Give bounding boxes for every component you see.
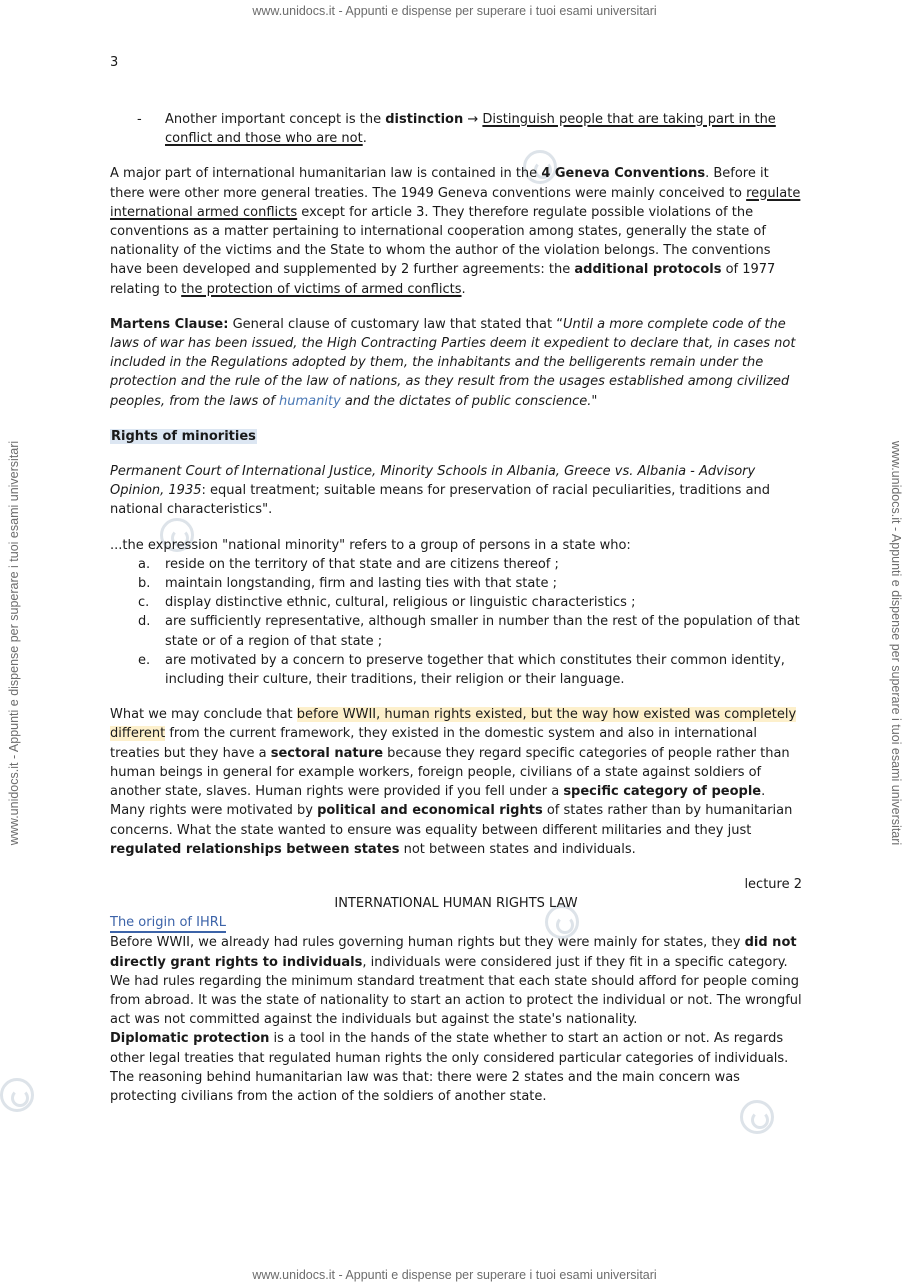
minority-criteria-list <box>110 555 802 689</box>
bold-term: did not directly grant rights to individuals <box>110 935 797 970</box>
text-run: Another important concept is the <box>165 112 386 127</box>
text-run: What we may conclude that <box>110 707 297 723</box>
bold-term: political and economical rights <box>317 803 543 819</box>
bold-term: regulated relationships between states <box>110 841 400 857</box>
text-run: not between states and individuals. <box>399 841 636 857</box>
watermark-top: www.unidocs.it - Appunti e dispense per superare i tuoi esami universitari <box>252 4 657 18</box>
list-item-text: maintain longstanding, firm and lasting ties with that state ; <box>165 576 557 592</box>
list-item-text: display distinctive ethnic, cultural, religious or linguistic characteristics ; <box>165 595 636 611</box>
text-run: : equal treatment; suitable means for preservation of racial peculiarities, traditions and national characteristics". <box>110 483 771 518</box>
underlined-text: regulate international armed conflicts <box>110 185 801 220</box>
bullet-text <box>165 110 802 148</box>
text-run: . Many rights were motivated by <box>110 784 766 819</box>
text-run: is a tool in the hands of the state whether to start an action or not. As regards other legal treaties that regulated human rights the only considered particular categories of individuals. The reasoning behind humanitarian law was that: there were 2 states and the main concern was protecting civilians from the action of the soldiers of another state. <box>110 1031 789 1104</box>
italic-quote: and the dictates of public conscience. <box>340 393 592 409</box>
section-heading: Rights of minorities <box>111 428 256 444</box>
bold-term: 4 Geneva Conventions <box>541 166 706 182</box>
geneva-paragraph <box>110 164 802 298</box>
unidocs-logo-icon <box>0 1078 34 1112</box>
watermark-bottom: www.unidocs.it - Appunti e dispense per superare i tuoi esami universitari <box>252 1268 657 1282</box>
list-item <box>110 612 802 650</box>
bold-term: additional protocols <box>574 262 722 278</box>
minorities-heading-line <box>110 427 802 446</box>
watermark-left: www.unidocs.it - Appunti e dispense per superare i tuoi esami universitari <box>7 440 21 846</box>
bold-term: distinction <box>385 112 464 127</box>
list-item-text: reside on the territory of that state and are citizens thereof ; <box>165 556 559 572</box>
text-run: of states rather than by humanitarian concerns. What the state wanted to ensure was equality between different militaries and they just <box>110 803 793 838</box>
list-marker: a. <box>138 556 151 572</box>
text-run: , individuals were considered just if they fit in a specific category. We had rules regarding the minimum standard treatment that each state should afford for people coming from abroad. It was the state of nationality to start an action to protect the individual or not. The wrongful act was not committed against the individuals but against the state's nationality. <box>110 954 802 1028</box>
lecture-label: lecture 2 <box>744 876 802 892</box>
conclusion-paragraph <box>110 705 802 859</box>
text-run: . Before it there were other more general treaties. The 1949 Geneva conventions were mainly conceived to <box>110 166 769 201</box>
text-run: of 1977 relating to <box>110 262 776 297</box>
list-item-text: are sufficiently representative, although smaller in number than the rest of the population of that state or of a region of that state ; <box>165 614 800 649</box>
italic-quote: Until a more complete code of the laws of war has been issued, the High Contracting Parties deem it expedient to declare that, in cases not included in the Regulations adopted by them, the inhabitants and the belligerents remain under the protection and the rule of the law of nations, as they result from the usages established among civilized peoples, from the laws of <box>110 316 796 409</box>
list-marker: c. <box>138 595 150 611</box>
bold-term: sectoral nature <box>270 745 384 761</box>
list-item <box>110 555 802 574</box>
bullet-dash: - <box>137 112 142 127</box>
list-item-text: are motivated by a concern to preserve together that which constitutes their common identity, including their culture, their traditions, their religion or their language. <box>165 652 785 688</box>
bold-term: specific category of people <box>563 784 762 800</box>
list-marker: d. <box>138 614 151 630</box>
list-marker: e. <box>138 652 151 668</box>
arrow: → <box>463 112 483 127</box>
text-run: Before WWII, we already had rules governing human rights but they were mainly for states, they <box>110 935 745 951</box>
document-body <box>110 110 802 1106</box>
watermark-right: www.unidocs.it - Appunti e dispense per superare i tuoi esami universitari <box>889 440 903 846</box>
list-item <box>110 651 802 689</box>
text-run: " <box>591 393 598 409</box>
highlighted-text: before WWII, human rights existed, but the way how existed was completely different <box>110 707 797 742</box>
text-run: from the current framework, they existed in the domestic system and also in international treaties but they have a <box>110 726 757 761</box>
bold-term: Diplomatic protection <box>110 1031 270 1047</box>
text-run: A major part of international humanitarian law is contained in the <box>110 166 542 182</box>
martens-paragraph <box>110 315 802 411</box>
minority-intro: ...the expression "national minority" refers to a group of persons in a state who: <box>110 537 631 553</box>
case-paragraph <box>110 462 802 520</box>
italic-citation: Permanent Court of International Justice, Minority Schools in Albania, Greece vs. Albania - Advisory Opinion, 1935 <box>110 464 756 499</box>
blue-word: humanity <box>279 393 341 409</box>
underlined-text: the protection of victims of armed conflicts <box>181 281 462 297</box>
origin-paragraph-2 <box>110 1029 802 1106</box>
origin-paragraph-1 <box>110 933 802 1029</box>
text-run: except for article 3. They therefore regulate possible violations of the conventions as a matter pertaining to international cooperation among states, generally the state of nationality of the victims and the State to whom the author of the violation belongs. The conventions have been developed and supplemented by 2 further agreements: the <box>110 204 771 278</box>
underlined-text: Distinguish people that are taking part in the conflict and those who are not <box>165 112 776 147</box>
section-title: INTERNATIONAL HUMAN RIGHTS LAW <box>334 896 578 912</box>
page-number: 3 <box>110 55 119 70</box>
text-run: General clause of customary law that stated that “ <box>228 316 563 332</box>
text-run: because they regard specific categories of people rather than human beings in general for example workers, foreign people, civilians of a state against soldiers of another state, slaves. Human rights were provided if you fell under a <box>110 745 790 800</box>
subsection-heading: The origin of IHRL <box>110 915 226 933</box>
list-item <box>110 574 802 593</box>
list-item <box>110 593 802 612</box>
distinction-bullet <box>110 110 802 148</box>
list-marker: b. <box>138 576 151 592</box>
text-run: . <box>362 131 367 147</box>
text-run: . <box>461 281 466 297</box>
bold-term: Martens Clause: <box>110 316 229 332</box>
